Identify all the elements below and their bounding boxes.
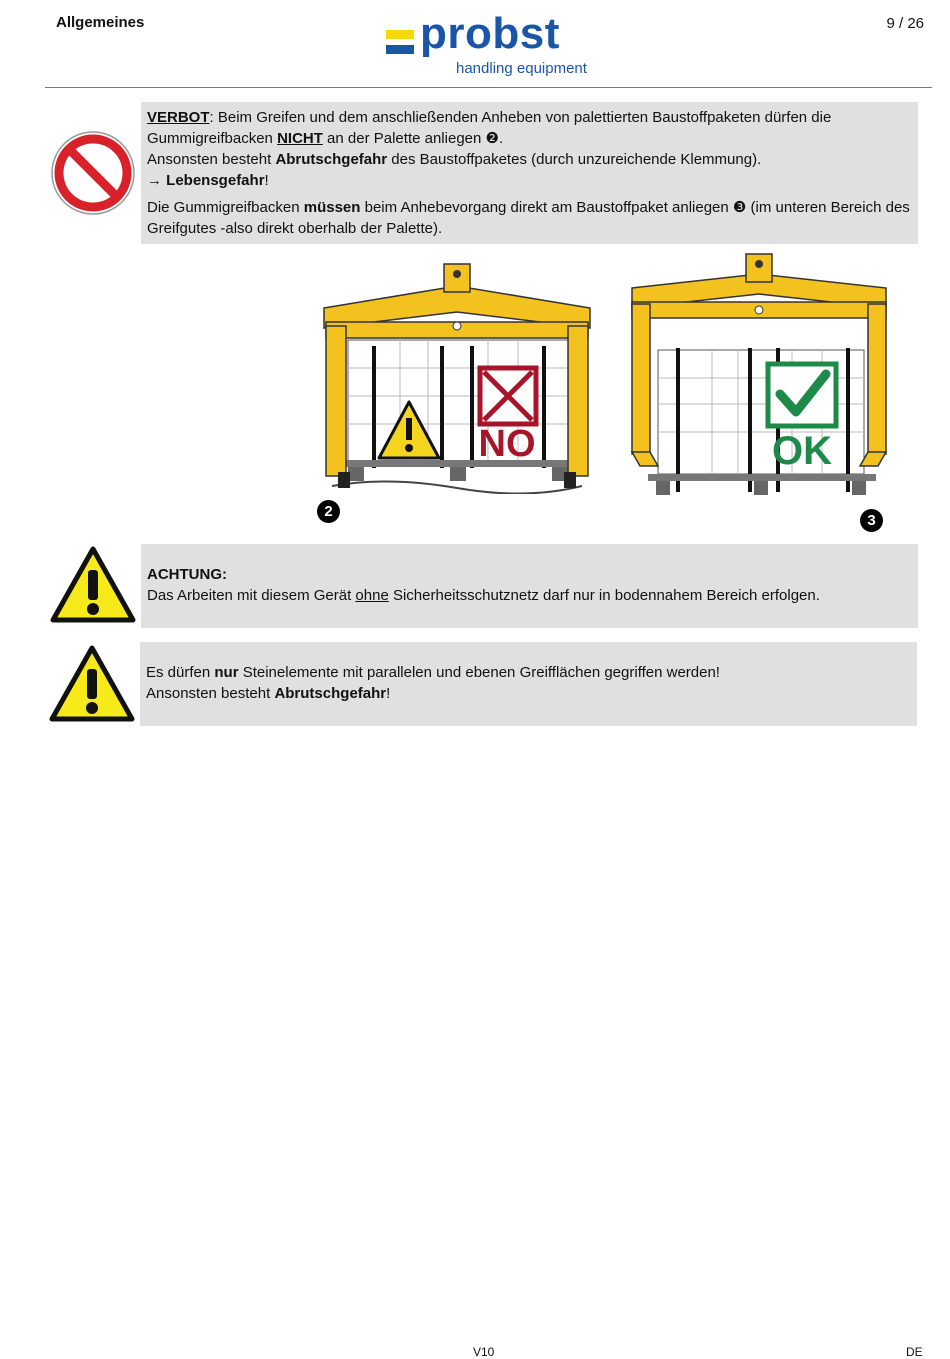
prohibition-text: an der Palette anliegen — [322, 130, 486, 147]
warning-sign-icon — [49, 645, 135, 723]
requirement-text: Die Gummigreifbacken — [147, 199, 304, 216]
gripping-text-part: Steinelemente mit parallelen und ebenen Greifflächen gegriffen werden! — [238, 664, 720, 681]
gripping-text-part: ! — [386, 685, 391, 702]
attention-notice — [141, 544, 918, 628]
marker-2: 2 — [317, 500, 340, 523]
marker-3: 3 — [860, 509, 883, 532]
gripping-text-part: Es dürfen — [146, 664, 215, 681]
page-number: 9 / 26 — [886, 15, 924, 32]
lebensgefahr-emphasis: Lebensgefahr — [166, 172, 265, 189]
prohibition-text: Ansonsten besteht — [147, 151, 276, 168]
requirement-text: (im unteren Bereich des Greifgutes -also direkt oberhalb der Palette). — [147, 199, 910, 237]
prohibition-text: : Beim Greifen und dem anschließenden Anheben von palettierten Baustoffpaketen dürfen die Gummigreifbacken — [147, 109, 832, 147]
nicht-emphasis: NICHT — [277, 130, 323, 147]
abrutschgefahr-emphasis: Abrutschgefahr — [275, 151, 388, 168]
ohne-emphasis: ohne — [355, 587, 389, 604]
prohibition-paragraph-2 — [147, 197, 912, 239]
ok-label: OK — [772, 429, 832, 473]
gripping-text-part: Ansonsten besteht — [146, 685, 275, 702]
illustration-correct-gripping — [626, 252, 892, 500]
gripping-line-2 — [146, 683, 911, 704]
prohibition-text: des Baustoffpaketes (durch unzureichende Klemmung). — [387, 151, 762, 168]
prohibition-sign-icon — [50, 130, 136, 216]
verbot-label: VERBOT — [147, 109, 210, 126]
footer-language: DE — [906, 1345, 923, 1359]
gripping-surface-notice — [140, 642, 917, 726]
marker-ref-2: ❷ — [485, 130, 499, 147]
attention-title: ACHTUNG: — [147, 566, 227, 583]
header-divider — [45, 87, 932, 88]
gripping-line-1 — [146, 662, 911, 683]
marker-ref-3: ❸ — [732, 199, 747, 216]
logo-blue-bar — [386, 45, 414, 54]
prohibition-text: ! — [264, 172, 269, 189]
prohibition-text: . — [498, 130, 504, 147]
abrutschgefahr-emphasis: Abrutschgefahr — [274, 685, 387, 702]
footer-version: V10 — [473, 1345, 495, 1359]
prohibition-notice — [141, 102, 918, 244]
prohibition-paragraph-1 — [147, 107, 912, 191]
attention-text-part: Sicherheitsschutznetz darf nur in bodennahem Bereich erfolgen. — [388, 587, 820, 604]
no-label: NO — [478, 423, 536, 465]
attention-text — [147, 585, 912, 606]
requirement-text: beim Anhebevorgang direkt am Baustoffpaket anliegen — [360, 199, 733, 216]
illustration-wrong-gripping — [318, 262, 596, 494]
muessen-emphasis: müssen — [303, 199, 361, 216]
logo-word: probst — [420, 9, 560, 58]
warning-sign-icon — [50, 546, 136, 624]
logo-subtitle: handling equipment — [456, 60, 587, 77]
section-title: Allgemeines — [56, 14, 145, 31]
logo-yellow-bar — [386, 30, 414, 39]
probst-logo — [384, 9, 604, 82]
nur-emphasis: nur — [214, 664, 239, 681]
attention-text-part: Das Arbeiten mit diesem Gerät — [147, 587, 356, 604]
arrow-text: → — [147, 172, 167, 189]
